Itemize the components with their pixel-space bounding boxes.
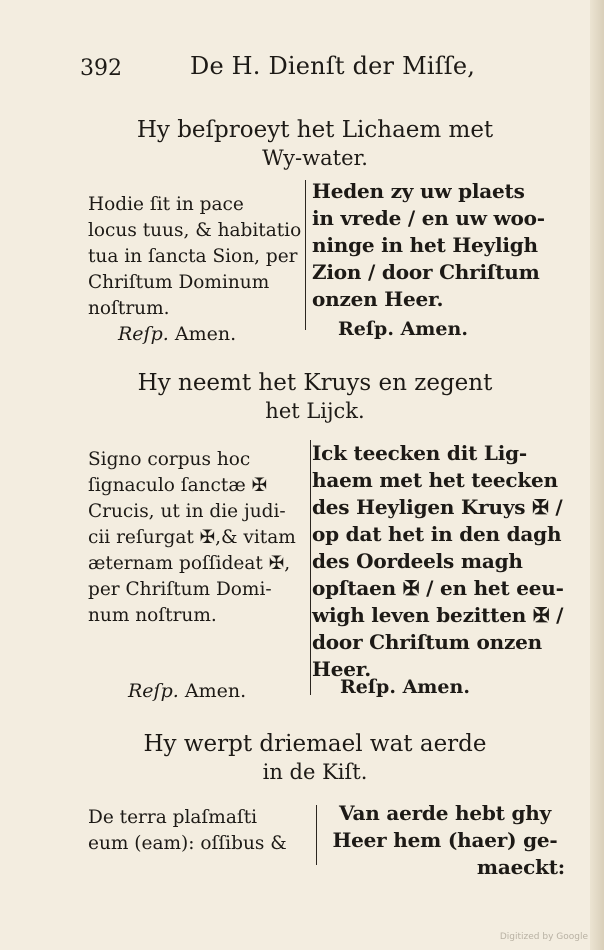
dutch-line: haem met het teecken — [312, 468, 558, 492]
page-header — [80, 52, 564, 86]
latin-prayer-2 — [88, 447, 303, 629]
response-label: Reſp. — [128, 680, 179, 702]
digitization-watermark: Digitized by Google — [499, 932, 588, 942]
latin-line: Chriſtum Dominum — [88, 272, 270, 293]
response-text: Amen. — [174, 323, 237, 345]
latin-line: tua in ſancta Sion, per — [88, 246, 298, 267]
heading-line: Hy beſproeyt het Lichaem met — [136, 117, 494, 143]
response-latin-1 — [118, 323, 236, 345]
page-edge-shadow — [590, 0, 604, 950]
rubric-heading-sprinkle — [90, 116, 540, 172]
latin-line: ſignaculo ſanctæ ✠ — [88, 475, 268, 496]
latin-line: De terra plaſmaſti — [88, 807, 258, 828]
running-title: De H. Dienſt der Miſſe, — [190, 52, 476, 80]
dutch-line: in vrede / en uw woo- — [312, 206, 545, 230]
dutch-line: wigh leven bezitten ✠ / — [312, 603, 564, 627]
rubric-heading-cross — [90, 369, 540, 425]
heading-line: Hy neemt het Kruys en zegent — [137, 370, 493, 396]
column-divider — [305, 180, 306, 330]
latin-line: Signo corpus hoc — [88, 449, 251, 470]
dutch-line: opſtaen ✠ / en het eeu- — [312, 576, 564, 600]
heading-line: Wy-water. — [262, 146, 368, 170]
dutch-line: Zion / door Chriſtum — [312, 260, 540, 284]
latin-prayer-1 — [88, 192, 303, 322]
heading-line: Hy werpt driemael wat aerde — [143, 731, 487, 757]
rubric-heading-earth — [90, 730, 540, 786]
column-divider — [310, 440, 311, 695]
latin-prayer-3 — [88, 805, 303, 857]
latin-line: locus tuus, & habitatio — [88, 220, 302, 241]
dutch-line: door Chriſtum onzen — [312, 630, 542, 654]
dutch-line: op dat het in den dagh — [312, 522, 562, 546]
dutch-line: Heer hem (haer) ge- — [332, 828, 558, 852]
dutch-line: Ick teecken dit Lig- — [312, 441, 528, 465]
dutch-prayer-1 — [312, 178, 564, 313]
dutch-prayer-3 — [325, 800, 565, 881]
dutch-line: Heer. — [312, 657, 372, 681]
response-label: Reſp. — [118, 323, 169, 345]
latin-line: eum (eam): oſſibus & — [88, 833, 287, 854]
dutch-line: onzen Heer. — [312, 287, 444, 311]
response-dutch-1: Reſp. Amen. — [338, 318, 468, 340]
dutch-line: Heden zy uw plaets — [312, 179, 525, 203]
latin-line: per Chriſtum Domi- — [88, 579, 272, 600]
column-divider — [316, 805, 317, 865]
dutch-prayer-2 — [312, 440, 564, 683]
page-number: 392 — [80, 56, 122, 81]
response-dutch-2: Reſp. Amen. — [340, 676, 470, 698]
dutch-line: maeckt: — [476, 855, 565, 879]
heading-line: in de Kiſt. — [262, 760, 368, 784]
heading-line: het Lijck. — [265, 399, 365, 423]
dutch-line: ninge in het Heyligh — [312, 233, 538, 257]
dutch-line: Van aerde hebt ghy — [338, 801, 552, 825]
response-text: Amen. — [184, 680, 247, 702]
latin-line: num noſtrum. — [88, 605, 217, 626]
latin-line: Crucis, ut in die judi- — [88, 501, 286, 522]
response-latin-2 — [128, 680, 246, 702]
dutch-line: des Oordeels magh — [312, 549, 523, 573]
latin-line: cii reſurgat ✠,& vitam — [88, 527, 296, 548]
latin-line: æternam poſſideat ✠, — [88, 553, 291, 574]
dutch-line: des Heyligen Kruys ✠ / — [312, 495, 563, 519]
latin-line: Hodie ſit in pace — [88, 194, 244, 215]
latin-line: noſtrum. — [88, 298, 170, 319]
